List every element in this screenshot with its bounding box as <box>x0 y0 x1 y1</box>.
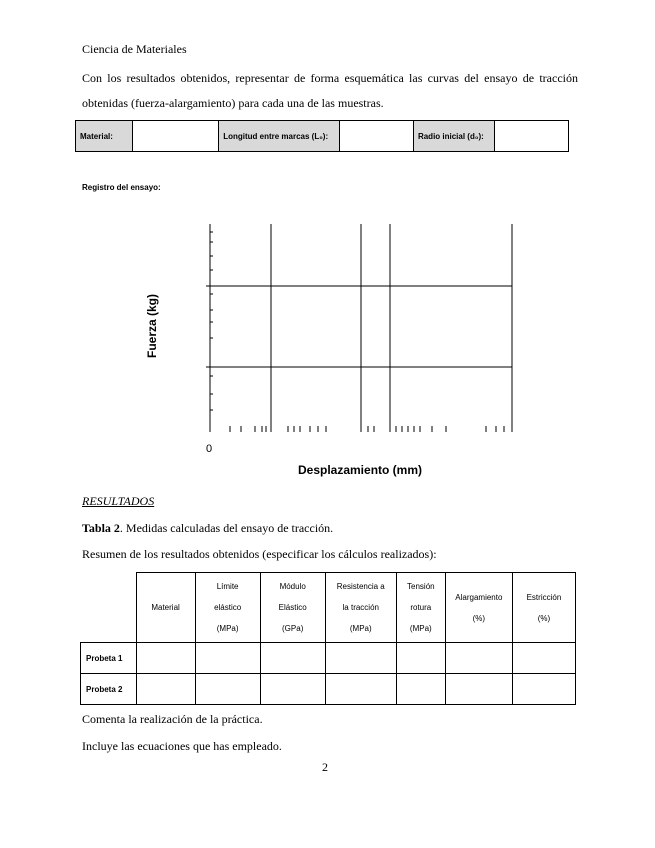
cell-input[interactable] <box>512 643 575 674</box>
material-label: Material: <box>76 121 133 152</box>
length-input-cell[interactable] <box>339 121 413 152</box>
col-header-material: Material <box>136 573 195 643</box>
cell-input[interactable] <box>136 674 195 705</box>
cell-input[interactable] <box>325 643 396 674</box>
col-header-tension-rotura: Tensión rotura (MPa) <box>396 573 445 643</box>
radius-input-cell[interactable] <box>494 121 568 152</box>
empty-corner-cell <box>81 573 137 643</box>
cell-input[interactable] <box>260 643 325 674</box>
cell-input[interactable] <box>396 674 445 705</box>
results-summary: Resumen de los resultados obtenidos (especificar los cálculos realizados): <box>82 547 437 561</box>
force-displacement-chart <box>140 218 540 483</box>
row-label-probeta-1: Probeta 1 <box>81 643 137 674</box>
col-header-estriccion: Estricción (%) <box>512 573 575 643</box>
comment-instruction: Comenta la realización de la práctica. <box>82 712 263 726</box>
cell-input[interactable] <box>195 674 260 705</box>
cell-input[interactable] <box>445 674 512 705</box>
origin-label: 0 <box>206 443 213 455</box>
results-table <box>80 572 576 705</box>
document-header: Ciencia de Materiales <box>82 42 187 56</box>
col-header-modulo-elastico: Módulo Elástico (GPa) <box>260 573 325 643</box>
material-input-cell[interactable] <box>132 121 218 152</box>
cell-input[interactable] <box>325 674 396 705</box>
row-label-probeta-2: Probeta 2 <box>81 674 137 705</box>
cell-input[interactable] <box>195 643 260 674</box>
length-label: Longitud entre marcas (L₀): <box>219 121 339 152</box>
intro-line-2: obtenidas (fuerza-alargamiento) para cada una de las muestras. <box>82 96 384 110</box>
sample-info-table <box>75 120 569 152</box>
results-header-row <box>81 573 576 643</box>
cell-input[interactable] <box>136 643 195 674</box>
table-row <box>81 643 576 674</box>
radius-label: Radio inicial (d₀): <box>413 121 494 152</box>
cell-input[interactable] <box>260 674 325 705</box>
col-header-resistencia-traccion: Resistencia a la tracción (MPa) <box>325 573 396 643</box>
col-header-limite-elastico: Límite elástico (MPa) <box>195 573 260 643</box>
x-axis-label: Desplazamiento (mm) <box>297 463 423 477</box>
cell-input[interactable] <box>512 674 575 705</box>
results-heading: RESULTADOS <box>82 494 155 508</box>
cell-input[interactable] <box>445 643 512 674</box>
y-axis-label: Fuerza (kg) <box>145 293 159 359</box>
registro-label: Registro del ensayo: <box>82 183 161 192</box>
equations-instruction: Incluye las ecuaciones que has empleado. <box>82 739 282 753</box>
table-caption-text: . Medidas calculadas del ensayo de tracción. <box>119 521 334 535</box>
intro-line-1: Con los resultados obtenidos, representar de forma esquemática las curvas del ensayo de tracción <box>82 71 578 85</box>
table-caption-number: Tabla 2 <box>82 521 120 535</box>
table-caption <box>82 521 333 535</box>
cell-input[interactable] <box>396 643 445 674</box>
col-header-alargamiento: Alargamiento (%) <box>445 573 512 643</box>
page-number: 2 <box>322 760 328 774</box>
table-row <box>81 674 576 705</box>
